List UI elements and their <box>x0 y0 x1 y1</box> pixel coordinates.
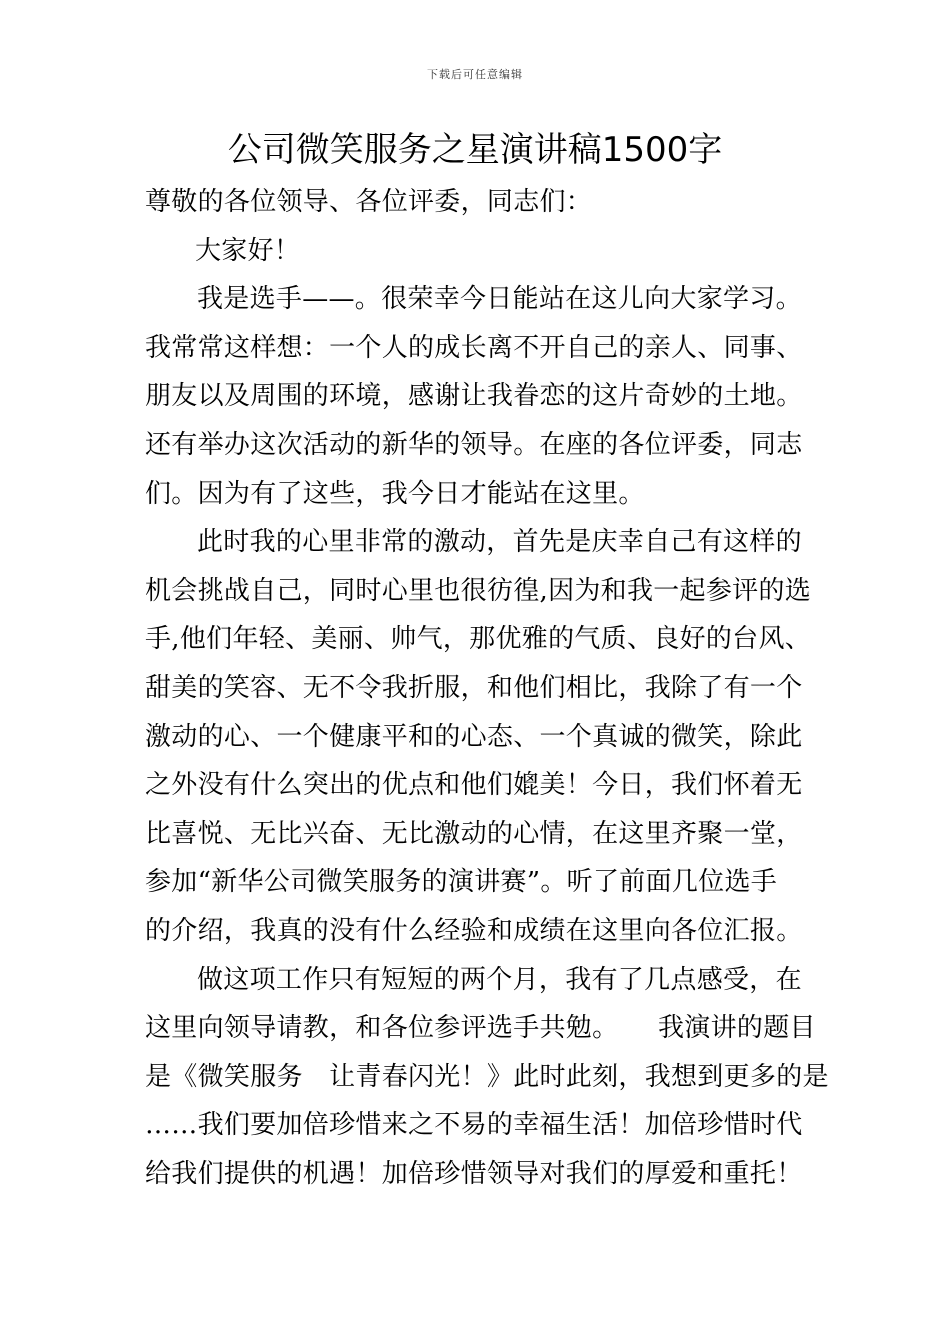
paragraph-line: 们。因为有了这些，我今日才能站在这里。 <box>145 478 645 509</box>
paragraph-line: 机会挑战自己，同时心里也很彷徨,因为和我一起参评的选 <box>145 575 812 606</box>
paragraph-line: 我是选手——。很荣幸今日能站在这儿向大家学习。 <box>197 284 802 315</box>
paragraph-line: 朋友以及周围的环境，感谢让我眷恋的这片奇妙的土地。 <box>145 381 803 412</box>
paragraph-line: 甜美的笑容、无不令我折服，和他们相比，我除了有一个 <box>145 672 803 703</box>
greeting-line: 大家好！ <box>195 235 301 266</box>
paragraph-line: 做这项工作只有短短的两个月，我有了几点感受，在 <box>197 964 802 995</box>
paragraph-line: 激动的心、一个健康平和的心态、一个真诚的微笑，除此 <box>145 721 803 752</box>
document-title: 公司微笑服务之星演讲稿1500字 <box>227 130 723 170</box>
paragraph-line: 我常常这样想：一个人的成长离不开自己的亲人、同事、 <box>145 332 803 363</box>
paragraph-line: 参加“新华公司微笑服务的演讲赛”。听了前面几位选手 <box>145 867 778 898</box>
paragraph-line: 之外没有什么突出的优点和他们媲美！今日，我们怀着无 <box>145 770 803 801</box>
paragraph-line: 此时我的心里非常的激动，首先是庆幸自己有这样的 <box>197 527 802 558</box>
paragraph-line: 是《微笑服务 让青春闪光！》此时此刻，我想到更多的是 <box>145 1061 829 1092</box>
paragraph-line: 给我们提供的机遇！加倍珍惜领导对我们的厚爱和重托！ <box>145 1158 803 1189</box>
paragraph-line: 比喜悦、无比兴奋、无比激动的心情，在这里齐聚一堂， <box>145 818 803 849</box>
paragraph-line: ……我们要加倍珍惜来之不易的幸福生活！加倍珍惜时代 <box>145 1110 803 1141</box>
paragraph-line: 手,他们年轻、美丽、帅气，那优雅的气质、良好的台风、 <box>145 624 812 655</box>
document-body <box>145 178 829 1198</box>
salutation-line: 尊敬的各位领导、各位评委，同志们： <box>145 187 593 217</box>
paragraph-line: 这里向领导请教，和各位参评选手共勉。 我演讲的题目 <box>145 1013 816 1044</box>
header-note: 下载后可任意编辑 <box>427 68 523 81</box>
paragraph-line: 的介绍，我真的没有什么经验和成绩在这里向各位汇报。 <box>145 915 803 946</box>
paragraph-line: 还有举办这次活动的新华的领导。在座的各位评委，同志 <box>145 429 803 460</box>
